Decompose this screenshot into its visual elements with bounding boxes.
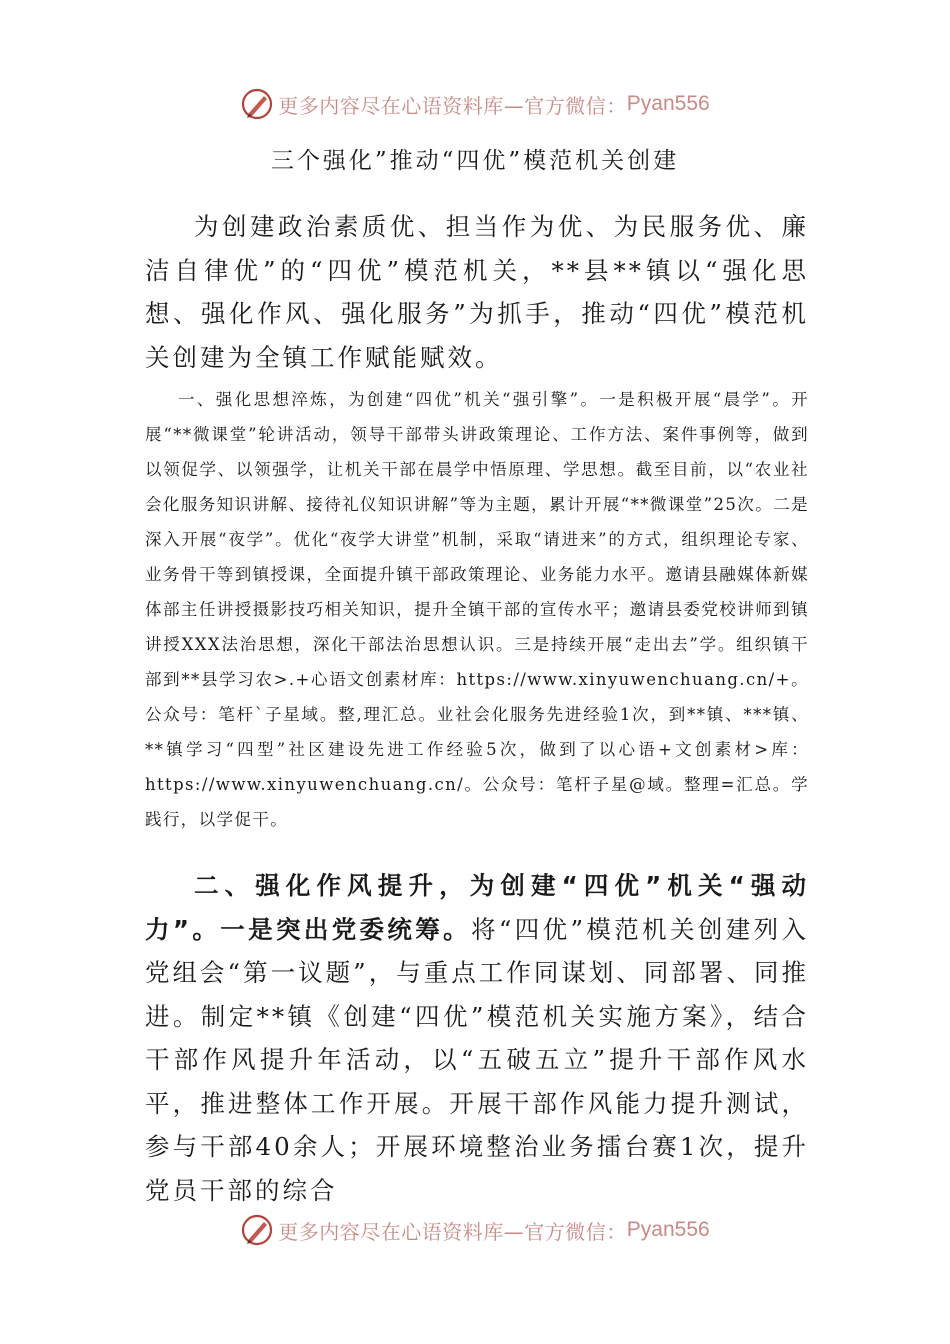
- section-two-paragraph: [145, 864, 809, 1212]
- watermark-handle: Pyan556: [626, 1218, 710, 1241]
- watermark-text: 更多内容尽在心语资料库—官方微信：: [278, 1219, 627, 1244]
- watermark-banner-top: [0, 82, 950, 126]
- watermark-text: 更多内容尽在心语资料库—官方微信：: [278, 93, 627, 118]
- section-two-body: 将“四优”模范机关创建列入党组会“第一议题”，与重点工作同谋划、同部署、同推进。制定**镇《创建“四优”模范机关实施方案》，结合干部作风提升年活动，以“五破五立”提升干部作风水平，推进整体工作开展。开展干部作风能力提升测试，参与干部40余人；开展环境整治业务擂台赛1次，提升党员干部的综合: [145, 914, 809, 1205]
- document-title: 三个强化”推动“四优”模范机关创建: [270, 148, 680, 174]
- watermark-handle: Pyan556: [626, 92, 710, 115]
- section-two-heading: 二、强化作风提升，为创建“四优”机关“强动力”。: [145, 871, 809, 944]
- section-one-paragraph: 一、强化思想淬炼，为创建“四优”机关“强引擎”。一是积极开展“晨学”。开展“**微课堂”轮讲活动，领导干部带头讲政策理论、工作方法、案件事例等，做到以领促学、以领强学，让机关干部在晨学中悟原理、学思想。截至目前，以“农业社会化服务知识讲解、接待礼仪知识讲解”等为主题，累计开展“**微课堂”25次。二是深入开展“夜学”。优化“夜学大讲堂”机制，采取“请进来”的方式，组织理论专家、业务骨干等到镇授课，全面提升镇干部政策理论、业务能力水平。邀请县融媒体新媒体部主任讲授摄影技巧相关知识，提升全镇干部的宣传水平；邀请县委党校讲师到镇讲授XXX法治思想，深化干部法治思想认识。三是持续开展“走出去”学。组织镇干部到**县学习农>.+心语文创素材库：https://www.xinyuwenchuang.cn/+。公众号：笔杆`子星域。整,理汇总。业社会化服务先进经验1次，到**镇、***镇、**镇学习“四型”社区建设先进工作经验5次，做到了以心语+文创素材>库：https://www.xinyuwenchuang.cn/。公众号：笔杆子星@域。整理=汇总。学践行，以学促干。: [145, 390, 809, 829]
- pen-logo-icon: [240, 1213, 274, 1247]
- intro-paragraph: 为创建政治素质优、担当作为优、为民服务优、廉洁自律优”的“四优”模范机关，**县**镇以“强化思想、强化作风、强化服务”为抓手，推动“四优”模范机关创建为全镇工作赋能赋效。: [145, 212, 809, 372]
- pen-logo-icon: [240, 87, 274, 121]
- section-two-lead: 一是突出党委统筹。: [220, 914, 472, 944]
- watermark-banner-bottom: [0, 1208, 950, 1252]
